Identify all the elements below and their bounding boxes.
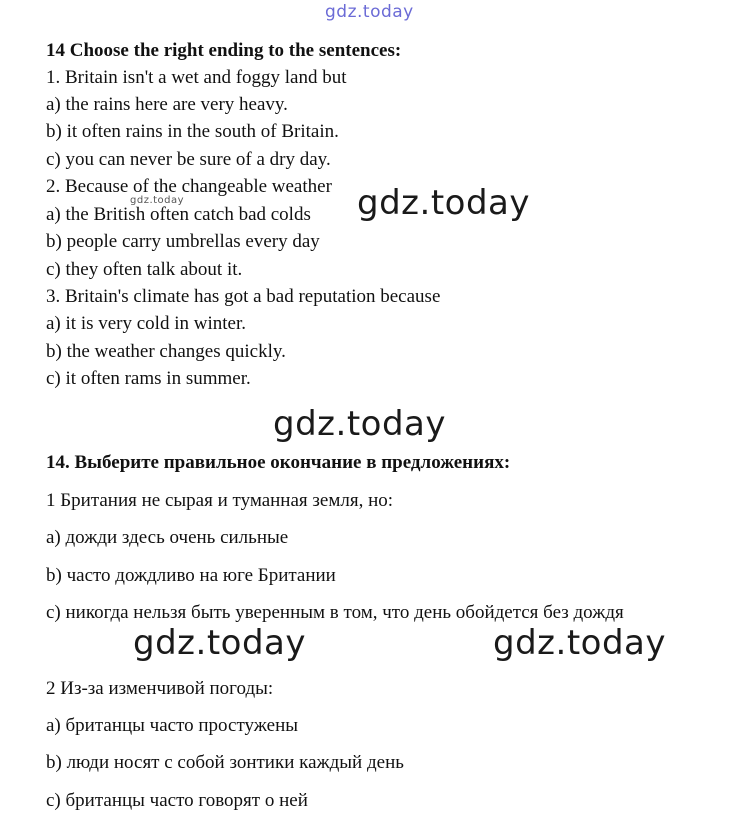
english-line: b) the weather changes quickly.: [46, 341, 286, 362]
watermark-tiny: gdz.today: [130, 195, 185, 206]
english-line: b) people carry umbrellas every day: [46, 231, 320, 252]
russian-line: b) люди носят с собой зонтики каждый день: [46, 752, 404, 773]
watermark-left: gdz.today: [133, 623, 306, 663]
russian-line: 1 Британия не сырая и туманная земля, но:: [46, 490, 394, 511]
russian-line: с) никогда нельзя быть уверенным в том, что день обойдется без дождя: [46, 602, 624, 623]
english-line: c) you can never be sure of a dry day.: [46, 149, 331, 170]
russian-line: 2 Из-за изменчивой погоды:: [46, 678, 274, 699]
russian-line: а) дожди здесь очень сильные: [46, 527, 289, 548]
watermark-center: gdz.today: [273, 404, 446, 444]
english-line: a) it is very cold in winter.: [46, 313, 246, 334]
watermark-top: gdz.today: [325, 2, 414, 22]
watermark-right-2: gdz.today: [493, 623, 666, 663]
english-line: 3. Britain's climate has got a bad reputation because: [46, 286, 441, 307]
english-line: c) it often rams in summer.: [46, 368, 251, 389]
english-heading: 14 Choose the right ending to the sentences:: [46, 40, 402, 61]
english-line: c) they often talk about it.: [46, 259, 243, 280]
english-line: 1. Britain isn't a wet and foggy land but: [46, 67, 347, 88]
russian-line: с) британцы часто говорят о ней: [46, 790, 308, 811]
russian-line: b) часто дождливо на юге Британии: [46, 565, 336, 586]
russian-line: а) британцы часто простужены: [46, 715, 299, 736]
english-line: b) it often rains in the south of Britain.: [46, 121, 339, 142]
russian-heading: 14. Выберите правильное окончание в предложениях:: [46, 452, 511, 473]
watermark-right: gdz.today: [357, 183, 530, 223]
english-line: a) the British often catch bad colds: [46, 204, 311, 225]
english-line: 2. Because of the changeable weather: [46, 176, 332, 197]
english-line: a) the rains here are very heavy.: [46, 94, 288, 115]
